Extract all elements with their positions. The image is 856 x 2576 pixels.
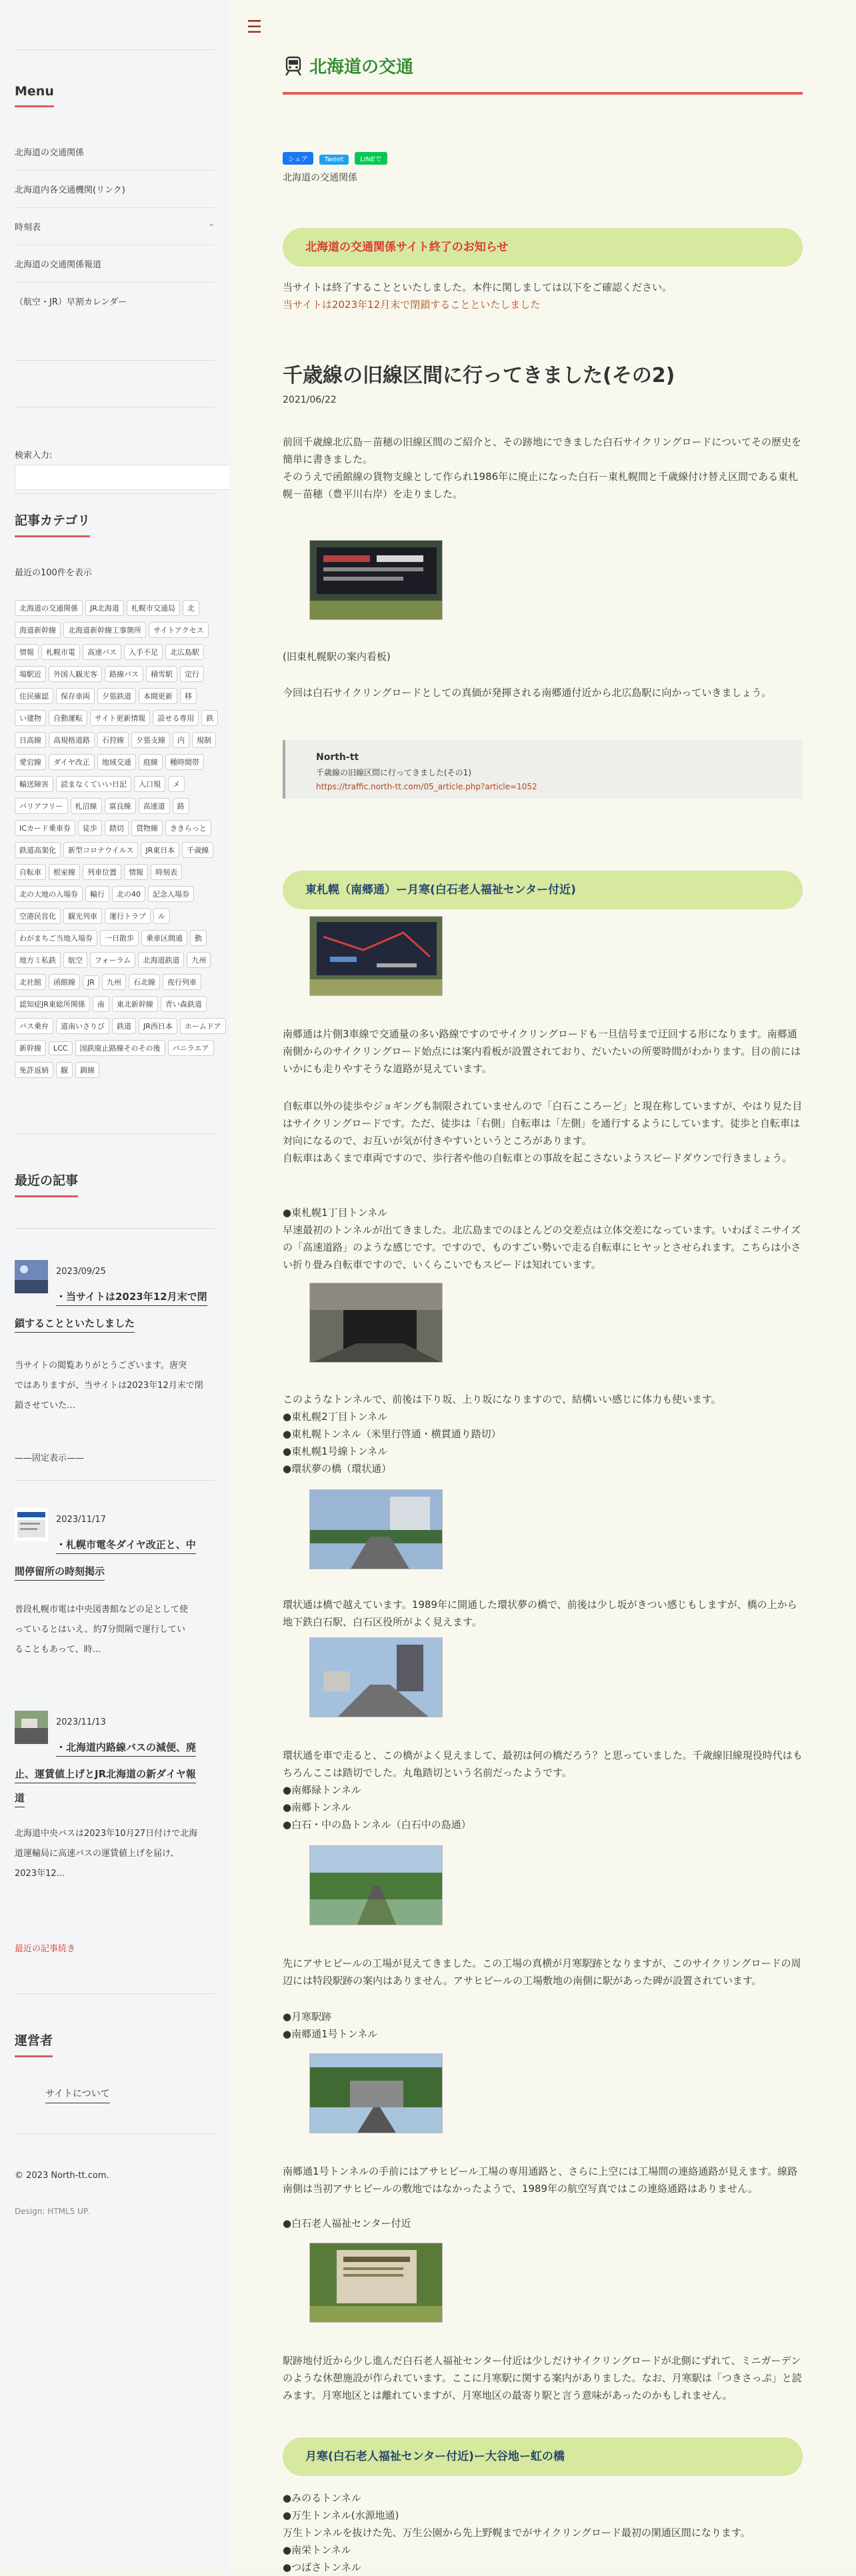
excerpt-line: ではありますが、当サイトは2023年12月末で閉 bbox=[15, 1381, 203, 1391]
category-tag[interactable]: 種時間帯 bbox=[165, 754, 204, 770]
category-tag[interactable]: 読まなくていい日記 bbox=[56, 776, 131, 792]
paragraph: 自転車以外の徒歩やジョギングも制限されていませんので「白石こころーど」と現在称していますが、やはり見た目はサイクリングロードです。ただ、徒歩は「右側」自転車は「左側」を通行するようにしています。徒歩と自転車は対向になるので、お互いが気が付きやすいというところがあります。 bbox=[283, 1100, 803, 1147]
recent-title: 最近の記事 bbox=[15, 1171, 78, 1197]
category-tag[interactable]: 愛宕線 bbox=[15, 754, 46, 770]
category-tag[interactable]: 道南いさりび bbox=[56, 1018, 109, 1034]
list-item: ●つばさトンネル bbox=[283, 2561, 361, 2573]
copyright: © 2023 North-tt.com. bbox=[15, 2171, 109, 2181]
paragraph: 万生トンネルを抜けた先、万生公園から先上野幌までがサイクリングロード最初の閑通区間になります。 bbox=[283, 2527, 751, 2539]
category-tag[interactable]: バリアフリー bbox=[15, 798, 68, 814]
category-tag[interactable]: 輸行 bbox=[85, 886, 109, 902]
category-tag[interactable]: 場駅近 bbox=[15, 666, 46, 682]
facebook-share-button[interactable]: シェア bbox=[283, 152, 313, 165]
category-tag[interactable]: 徒歩 bbox=[78, 820, 102, 836]
list-item: ●東札幌トンネル（米里行啓通・横貫通り踏切） bbox=[283, 1428, 501, 1440]
category-tag[interactable]: 本間更新 bbox=[139, 688, 177, 704]
category-tag[interactable]: 海道新幹線 bbox=[15, 622, 61, 638]
post-title[interactable] bbox=[56, 1735, 196, 1760]
category-tag[interactable]: 国鉄廃止路線そのその後 bbox=[75, 1040, 165, 1056]
category-tag[interactable]: 情報 bbox=[15, 644, 39, 660]
category-tag[interactable]: 高速バス bbox=[83, 644, 121, 660]
category-tag[interactable]: 九州 bbox=[187, 952, 211, 968]
breadcrumb[interactable]: 北海道の交通関係 bbox=[283, 173, 357, 183]
post-title[interactable] bbox=[56, 1532, 196, 1557]
card-url[interactable]: https://traffic.north-tt.com/05_article.php?article=1052 bbox=[316, 782, 537, 791]
about-link[interactable]: サイトについて bbox=[45, 2087, 110, 2103]
post-excerpt bbox=[15, 1356, 203, 1416]
article-date: 2021/06/22 bbox=[283, 395, 337, 405]
excerpt-line: ることもあって、時… bbox=[15, 1645, 101, 1655]
menu-item-links[interactable] bbox=[15, 171, 215, 208]
category-tag[interactable]: 保存車両 bbox=[56, 688, 95, 704]
share-buttons bbox=[283, 152, 390, 165]
paragraph: 環状通を車で走ると、この橋がよく見えまして、最初は何の橋だろう？と思っていました。千歳線旧線現役時代はもちろんここは踏切でした。丸亀踏切という名前だったようです。 bbox=[283, 1749, 803, 1779]
divider bbox=[15, 1133, 215, 1134]
menu-list bbox=[15, 133, 215, 319]
category-tag[interactable]: JR北海道 bbox=[85, 600, 124, 616]
post-title-line[interactable]: ・当サイトは2023年12月末で閉 bbox=[56, 1291, 207, 1306]
hamburger-menu-icon[interactable]: ☰ bbox=[247, 17, 263, 37]
category-tag[interactable]: 東北新幹線 bbox=[112, 996, 158, 1012]
category-tag[interactable]: 高規格道路 bbox=[49, 732, 95, 748]
post-date: 2023/09/25 bbox=[56, 1267, 106, 1277]
post-date: 2023/11/17 bbox=[56, 1515, 106, 1525]
category-tag[interactable]: ル bbox=[153, 908, 170, 924]
category-tag[interactable]: 釧線 bbox=[75, 1062, 99, 1078]
photo-caption: (旧東札幌駅の案内看板) bbox=[283, 651, 391, 663]
category-tag[interactable]: サイト更新情報 bbox=[90, 710, 150, 726]
category-tag[interactable]: 新幹線 bbox=[15, 1040, 46, 1056]
category-tag[interactable]: ダイヤ改正 bbox=[49, 754, 95, 770]
category-tag[interactable]: 地方ミ私鉄 bbox=[15, 952, 61, 968]
article-intro bbox=[283, 433, 803, 503]
category-tag[interactable]: 九州 bbox=[102, 974, 126, 990]
category-tag[interactable]: 観 bbox=[56, 1062, 73, 1078]
notice-title: 北海道の交通関係サイト終了のお知らせ bbox=[305, 241, 509, 254]
bullet-list bbox=[283, 2489, 751, 2576]
category-tag[interactable]: 根室線 bbox=[49, 864, 80, 880]
post-date: 2023/11/13 bbox=[56, 1717, 106, 1727]
category-tag[interactable]: ホームドア bbox=[180, 1018, 226, 1034]
category-tag[interactable]: 北社館 bbox=[15, 974, 46, 990]
divider bbox=[15, 2133, 215, 2134]
category-tag[interactable]: わがまちご当地入場券 bbox=[15, 930, 97, 946]
category-tag[interactable]: メ bbox=[168, 776, 185, 792]
site-header bbox=[283, 53, 413, 78]
category-tag[interactable]: 輸送障害 bbox=[15, 776, 53, 792]
list-item: ●白石・中の島トンネル（白石中の島通） bbox=[283, 1819, 471, 1831]
category-tag[interactable]: 函館線 bbox=[49, 974, 80, 990]
category-tag[interactable]: 定行 bbox=[180, 666, 204, 682]
photo-road bbox=[309, 1637, 443, 1717]
category-tag[interactable]: 情報 bbox=[124, 864, 148, 880]
category-tag[interactable]: 自動運転 bbox=[49, 710, 87, 726]
menu-title: Menu bbox=[15, 84, 54, 107]
post-excerpt bbox=[15, 1600, 188, 1660]
category-tag[interactable]: 北海道鉄道 bbox=[138, 952, 184, 968]
category-tag[interactable]: 北の大地の入場券 bbox=[15, 886, 83, 902]
menu-item-timetable[interactable] bbox=[15, 208, 215, 245]
search-label: 検索入力: bbox=[15, 451, 53, 461]
category-tag[interactable]: 夕張支線 bbox=[131, 732, 170, 748]
section-title: 月寒(白石老人福祉センター付近)ー大谷地ー虹の橋 bbox=[305, 2450, 565, 2463]
category-tag[interactable]: 免許返納 bbox=[15, 1062, 53, 1078]
photo-bridge bbox=[309, 1489, 443, 1569]
post-title-line[interactable]: 道 bbox=[15, 1792, 25, 1807]
sidebar bbox=[0, 0, 229, 2568]
post-title-line[interactable]: 鎖することといたしました bbox=[15, 1317, 135, 1333]
section-title: 東札幌（南郷通）ー月寒(白石老人福祉センター付近) bbox=[305, 883, 576, 897]
list-item: ●南郷通1号トンネル bbox=[283, 2028, 378, 2040]
category-tag[interactable]: 千歳線 bbox=[182, 842, 213, 858]
category-tag[interactable]: 北広島駅 bbox=[165, 644, 204, 660]
menu-item-label: （航空・JR）早割カレンダー bbox=[15, 297, 127, 307]
category-tag[interactable]: 北海道の交通関係 bbox=[15, 600, 83, 616]
paragraph: そのうえで函館線の貨物支線として作られ1986年に廃止になった白石－東札幌間と千歳線付け替え区間である東札幌－苗穂（豊平川右岸）を走りました。 bbox=[283, 471, 799, 500]
paragraph: このようなトンネルで、前後は下り坂、上り坂になりますので、結構いい感じに体力も使います。 bbox=[283, 1393, 721, 1405]
category-tag[interactable]: 日高線 bbox=[15, 732, 46, 748]
category-tag[interactable]: 札沼線 bbox=[71, 798, 102, 814]
category-tag[interactable]: 北の40 bbox=[112, 886, 145, 902]
notice-link[interactable]: 当サイトは2023年12月末で閉鎖することといたしました bbox=[283, 299, 541, 311]
post-title[interactable] bbox=[15, 1761, 196, 1787]
thumbnail-image[interactable] bbox=[15, 1711, 48, 1744]
category-tag[interactable]: サイトアクセス bbox=[149, 622, 209, 638]
category-tag[interactable]: 鉄道 bbox=[112, 1018, 136, 1034]
category-tag[interactable]: 富良線 bbox=[105, 798, 136, 814]
paragraph: 南郷通1号トンネルの手前にはアサヒビール工場の専用通路と、さらに上空には工場間の連絡通路が見えます。線路南側は当初アサヒビールの敷地ではなかったようで、1989年の航空写真ではこの連絡通路はありません。 bbox=[283, 2165, 797, 2195]
divider bbox=[15, 1228, 215, 1229]
category-tag[interactable]: 入口規 bbox=[134, 776, 165, 792]
excerpt-line: 道運輸局に高速バスの運賃値上げを届け、 bbox=[15, 1849, 179, 1859]
chevron-down-icon[interactable]: ⌄ bbox=[207, 219, 215, 228]
category-tag[interactable]: JR bbox=[83, 975, 99, 989]
category-tag[interactable]: 札幌市交通局 bbox=[127, 600, 180, 616]
category-tag[interactable]: 庭線 bbox=[139, 754, 163, 770]
menu-item-label: 北海道の交通関係報道 bbox=[15, 260, 102, 270]
paragraph: 南郷通は片側3車線で交通量の多い路線ですのでサイクリングロードも一旦信号まで迂回する形になります。南郷通南側からのサイクリングロード始点には案内看板が設置されており、だいたいの所要時間がわかります。目の前にはいかにも走りやすそうな道路が見えています。 bbox=[283, 1028, 801, 1075]
category-tag[interactable]: 自転車 bbox=[15, 864, 46, 880]
photo-tunnel bbox=[309, 1283, 443, 1363]
divider bbox=[15, 1480, 215, 1481]
category-tag[interactable]: 運行トラブ bbox=[105, 908, 151, 924]
operator-title: 運営者 bbox=[15, 2031, 53, 2057]
paragraph: 早速最初のトンネルが出てきました。北広島までのほとんどの交差点は立体交差になっています。いわばミニサイズの「高速道路」のような感じです。ですので、ものすごい勢いで走る自転車にヒヤッとさせられます。こちらは小さい折り畳み自転車ですので、いくらこいでもスピードは知れています。 bbox=[283, 1224, 801, 1271]
category-tag[interactable]: 鉄道高架化 bbox=[15, 842, 61, 858]
category-tag[interactable]: 航空 bbox=[63, 952, 87, 968]
bullet-list bbox=[283, 2008, 377, 2043]
category-tag[interactable]: 認知症JR東総所関係 bbox=[15, 996, 90, 1012]
menu-item-label: 北海道の交通関係 bbox=[15, 148, 85, 158]
category-tag[interactable]: 住民確認 bbox=[15, 688, 53, 704]
category-tag[interactable]: い建物 bbox=[15, 710, 46, 726]
line-share-button[interactable]: LINEで bbox=[355, 152, 387, 165]
excerpt-line: 普段札幌市電は中央図書館などの足として使 bbox=[15, 1605, 189, 1615]
category-tag[interactable]: フォーラム bbox=[90, 952, 135, 968]
section-heading bbox=[283, 2437, 803, 2476]
menu-item-calendar[interactable] bbox=[15, 283, 215, 319]
post-title[interactable] bbox=[56, 1284, 207, 1309]
post-title[interactable] bbox=[15, 1785, 25, 1811]
design-credit[interactable]: Design: HTML5 UP. bbox=[15, 2207, 90, 2216]
post-title-line[interactable]: 止、運賃値上げとJR北海道の新ダイヤ報 bbox=[15, 1768, 196, 1783]
list-item: ●白石老人福祉センター付近 bbox=[283, 2217, 411, 2229]
list-item: ●みのるトンネル bbox=[283, 2492, 361, 2504]
categories-title: 記事カテゴリ bbox=[15, 511, 90, 537]
category-tag[interactable]: 石狩線 bbox=[97, 732, 129, 748]
card-description: 千歳線の旧線区間に行ってきました(その1) bbox=[316, 768, 471, 777]
post-title[interactable] bbox=[15, 1559, 105, 1584]
category-tag[interactable]: バス乗弁 bbox=[15, 1018, 53, 1034]
section-heading bbox=[283, 871, 803, 909]
category-tag[interactable]: 路 bbox=[173, 798, 189, 814]
fixed-label: ——固定表示—— bbox=[15, 1453, 85, 1463]
bullet-list bbox=[283, 1781, 471, 1833]
divider bbox=[15, 493, 215, 494]
category-tag[interactable]: ききらっと bbox=[165, 820, 211, 836]
link-card[interactable] bbox=[283, 740, 803, 799]
category-tag[interactable]: 夕張鉄道 bbox=[97, 688, 136, 704]
notice-text: 当サイトは終了することといたしました。本件に関しましては以下をご確認ください。 bbox=[283, 281, 672, 293]
category-tag[interactable]: 路線バス bbox=[105, 666, 143, 682]
category-tag[interactable]: パニラエア bbox=[168, 1040, 214, 1056]
post-title-line[interactable]: ・北海道内路線バスの減便、廃 bbox=[56, 1741, 196, 1757]
post-title-line[interactable]: ・札幌市電冬ダイヤ改正と、中 bbox=[56, 1539, 196, 1554]
category-tag[interactable]: 設せる専用 bbox=[153, 710, 199, 726]
paragraph: 今回は白石サイクリングロードとしての真価が発揮される南郷通付近から北広島駅に向かっていきましょう。 bbox=[283, 687, 772, 699]
tweet-button[interactable]: Tweet bbox=[319, 155, 349, 165]
category-tag[interactable]: 積雪駅 bbox=[146, 666, 177, 682]
list-item: ●万生トンネル(水源地通) bbox=[283, 2509, 399, 2521]
excerpt-line: 北海道中央バスは2023年10月27日付けで北海 bbox=[15, 1829, 198, 1839]
notice-heading bbox=[283, 228, 803, 267]
list-item: ●南栄トンネル bbox=[283, 2544, 351, 2556]
photo-factory bbox=[309, 2053, 443, 2133]
menu-item-label: 時刻表 bbox=[15, 223, 41, 233]
list-item: ●東札幌1号線トンネル bbox=[283, 1445, 388, 1457]
divider bbox=[15, 360, 215, 361]
category-tag[interactable]: 札幌市電 bbox=[41, 644, 80, 660]
tag-cloud bbox=[15, 600, 229, 1153]
thumbnail-image[interactable] bbox=[15, 1508, 48, 1541]
menu-item-label: 北海道内各交通機関(リンク) bbox=[15, 185, 125, 195]
category-tag[interactable]: 時刻表 bbox=[151, 864, 182, 880]
category-tag[interactable]: 観光列車 bbox=[63, 908, 102, 924]
category-tag[interactable]: 鉄 bbox=[201, 710, 218, 726]
photo-map-sign bbox=[309, 916, 443, 996]
categories-subtitle: 最近の100件を表示 bbox=[15, 568, 92, 578]
category-tag[interactable]: 規制 bbox=[192, 732, 216, 748]
category-tag[interactable]: LCC bbox=[49, 1041, 73, 1055]
recent-more-link[interactable]: 最近の記事続き bbox=[15, 1944, 76, 1954]
title-underline bbox=[283, 92, 803, 95]
post-title-line[interactable]: 間停留所の時刻掲示 bbox=[15, 1565, 105, 1581]
category-tag[interactable]: 乗車区間通 bbox=[141, 930, 187, 946]
category-tag[interactable]: JR東日本 bbox=[141, 842, 179, 858]
card-site-name: North-tt bbox=[316, 752, 359, 763]
list-item: ●月寒駅跡 bbox=[283, 2011, 332, 2023]
excerpt-line: 2023年12… bbox=[15, 1869, 65, 1879]
category-tag[interactable]: 記念入場券 bbox=[148, 886, 194, 902]
bullet-list bbox=[283, 1408, 501, 1477]
category-tag[interactable]: 一日散歩 bbox=[100, 930, 139, 946]
category-tag[interactable]: 夜行列車 bbox=[163, 974, 201, 990]
category-tag[interactable]: ICカード乗車券 bbox=[15, 820, 75, 836]
category-tag[interactable]: 南 bbox=[93, 996, 109, 1012]
photo-info-board bbox=[309, 2243, 443, 2323]
post-excerpt bbox=[15, 1824, 197, 1884]
category-tag[interactable]: 北海道新幹線工事箇所 bbox=[63, 622, 146, 638]
category-tag[interactable]: 外国人観光客 bbox=[49, 666, 102, 682]
list-item: ●環状夢の橋（環状通） bbox=[283, 1463, 392, 1475]
paragraph: 先にアサヒビールの工場が見えてきました。この工場の真横が月寒駅跡となりますが、このサイクリングロードの周辺には特段駅跡の案内はありません。アサヒビールの工場敷地の南側に駅があった碑が設置されています。 bbox=[283, 1957, 801, 1987]
excerpt-line: 鎖させていた… bbox=[15, 1401, 76, 1411]
category-tag[interactable]: 入手不足 bbox=[124, 644, 163, 660]
menu-item-news[interactable] bbox=[15, 245, 215, 283]
category-tag[interactable]: 北 bbox=[183, 600, 199, 616]
category-tag[interactable]: 列車位置 bbox=[83, 864, 121, 880]
category-tag[interactable]: 踏切 bbox=[105, 820, 129, 836]
category-tag[interactable]: 貨物線 bbox=[131, 820, 163, 836]
photo-signboard bbox=[309, 540, 443, 620]
category-tag[interactable]: 青い森鉄道 bbox=[161, 996, 207, 1012]
photo-cycling-path bbox=[309, 1845, 443, 1925]
article-title: 千歳線の旧線区間に行ってきました(その2) bbox=[283, 364, 675, 387]
paragraph: 前回千歳線北広島－苗穂の旧線区間のご紹介と、その跡地にできました白石サイクリングロードについてその歴史を簡単に書きました。 bbox=[283, 436, 802, 465]
category-tag[interactable]: 移 bbox=[180, 688, 197, 704]
excerpt-line: っているとはいえ、約7分間隔で運行してい bbox=[15, 1625, 186, 1635]
thumbnail-image[interactable] bbox=[15, 1260, 48, 1293]
paragraph: 自転車はあくまで車両ですので、歩行者や他の自転車との事故を起こさないようスピードダウンで行きましょう。 bbox=[283, 1152, 793, 1164]
bullet-list bbox=[283, 2215, 411, 2232]
category-tag[interactable]: 空港民営化 bbox=[15, 908, 61, 924]
category-tag[interactable]: 石北線 bbox=[129, 974, 160, 990]
excerpt-line: 当サイトの閲覧ありがとうございます。唐突 bbox=[15, 1361, 187, 1371]
post-title[interactable] bbox=[15, 1311, 135, 1336]
category-tag[interactable]: 地域交通 bbox=[97, 754, 136, 770]
site-title[interactable]: 北海道の交通 bbox=[309, 57, 414, 77]
divider bbox=[15, 1993, 215, 1994]
category-tag[interactable]: 内 bbox=[173, 732, 189, 748]
list-item: ●東札幌2丁目トンネル bbox=[283, 1411, 388, 1423]
paragraph: 環状通は橋で越えています。1989年に開通した環状夢の橋で、前後は少し坂がきつい感じもしますが、橋の上から地下鉄白石駅、白石区役所がよく見えます。 bbox=[283, 1599, 797, 1628]
main-content bbox=[229, 0, 856, 2573]
category-tag[interactable]: 新型コロナウイルス bbox=[63, 842, 138, 858]
menu-item-transport[interactable] bbox=[15, 133, 215, 171]
list-item: ●南郷緑トンネル bbox=[283, 1784, 361, 1796]
paragraph: 駅跡地付近から少し進んだ白石老人福祉センター付近は少しだけサイクリングロードが北側にずれて、ミニガーデンのような休憩施設が作られています。ここに月寒駅に関する案内がありました。なお、月寒駅は「つきさっぷ」と読みます。月寒地区とは離れていますが、月寒地区の最寄り駅と言う意味があったのかもしれません。 bbox=[283, 2355, 802, 2401]
category-tag[interactable]: 動 bbox=[190, 930, 207, 946]
paragraph: ●東札幌1丁目トンネル bbox=[283, 1207, 388, 1219]
category-tag[interactable]: JR西日本 bbox=[139, 1018, 177, 1034]
list-item: ●南郷トンネル bbox=[283, 1801, 351, 1813]
divider bbox=[15, 49, 215, 50]
train-icon bbox=[283, 55, 304, 77]
category-tag[interactable]: 高速道 bbox=[139, 798, 170, 814]
